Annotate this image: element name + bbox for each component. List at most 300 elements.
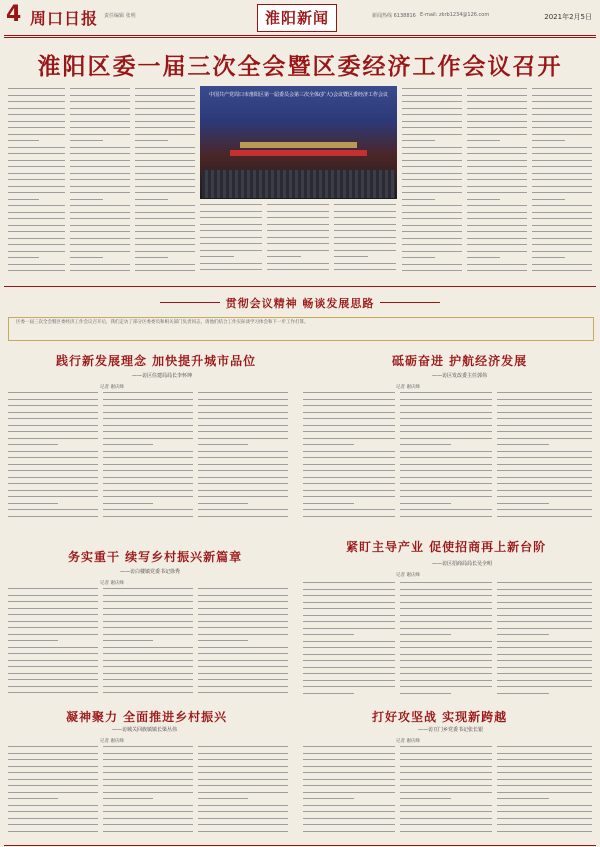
article-6-title: 打好攻坚战 实现新跨越 [372, 710, 508, 724]
text-line [103, 601, 193, 602]
text-line [8, 108, 65, 109]
text-line [497, 589, 592, 590]
text-line [103, 503, 153, 504]
text-line [103, 392, 193, 393]
text-line [467, 160, 527, 161]
text-line [198, 679, 288, 680]
text-line [400, 451, 492, 452]
text-line [8, 186, 65, 187]
text-line [8, 798, 58, 799]
text-line [497, 818, 592, 819]
text-line [532, 88, 592, 89]
text-line [267, 217, 329, 218]
text-line [497, 673, 592, 674]
text-line [467, 179, 527, 180]
text-line [8, 673, 98, 674]
text-line [70, 251, 130, 252]
text-line [103, 444, 153, 445]
text-line [135, 218, 195, 219]
text-line [400, 667, 492, 668]
text-line [402, 166, 462, 167]
article-4-col-1 [303, 582, 395, 700]
text-line [198, 666, 288, 667]
text-line [70, 127, 130, 128]
text-line [198, 601, 288, 602]
text-line [303, 634, 354, 635]
text-line [400, 431, 492, 432]
text-line [303, 464, 395, 465]
text-line [8, 818, 98, 819]
text-line [532, 238, 592, 239]
text-line [198, 588, 288, 589]
text-line [135, 199, 168, 200]
text-line [497, 766, 592, 767]
text-line [303, 686, 395, 687]
main-article-col-7 [402, 88, 462, 278]
text-line [198, 509, 288, 510]
text-line [402, 153, 462, 154]
photo-audience [202, 170, 395, 198]
text-line [198, 831, 288, 832]
text-line [8, 785, 98, 786]
text-line [8, 444, 58, 445]
text-line [8, 509, 98, 510]
text-line [532, 186, 592, 187]
text-line [303, 509, 395, 510]
article-5-title: 凝神聚力 全面推进乡村振兴 [66, 710, 228, 724]
text-line [402, 238, 462, 239]
text-line [303, 818, 395, 819]
text-line [467, 101, 527, 102]
text-line [532, 153, 592, 154]
text-line [303, 831, 395, 832]
article-5-col-2 [103, 746, 193, 842]
article-6-col-2 [400, 746, 492, 842]
text-line [467, 108, 527, 109]
text-line [70, 121, 130, 122]
text-line [70, 114, 130, 115]
text-line [8, 759, 98, 760]
photo-banner-text: 中国共产党周口市淮阳区第一届委员会第三次全体(扩大)会议暨区委经济工作会议 [209, 92, 388, 98]
text-line [402, 225, 462, 226]
text-line [70, 186, 130, 187]
text-line [198, 640, 248, 641]
text-line [198, 621, 288, 622]
text-line [497, 615, 592, 616]
text-line [400, 779, 492, 780]
text-line [497, 496, 592, 497]
text-line [135, 238, 195, 239]
text-line [8, 627, 98, 628]
article-2-title: 砥砺奋进 护航经济发展 [392, 354, 528, 368]
text-line [303, 805, 395, 806]
text-line [400, 647, 492, 648]
text-line [497, 824, 592, 825]
text-line [402, 218, 462, 219]
article-2-col-3 [497, 392, 592, 527]
text-line [400, 759, 492, 760]
text-line [303, 405, 395, 406]
text-line [467, 166, 527, 167]
text-line [135, 264, 195, 265]
text-line [8, 477, 98, 478]
text-line [70, 231, 130, 232]
text-line [70, 134, 130, 135]
text-line [334, 250, 396, 251]
text-line [497, 582, 592, 583]
text-line [103, 692, 193, 693]
text-line [400, 457, 492, 458]
text-line [497, 431, 592, 432]
section-title: 淮阳新闻 [257, 4, 337, 32]
newspaper-name: 周口日报 [30, 9, 99, 28]
article-4-title: 紧盯主导产业 促使招商再上新台阶 [346, 540, 547, 554]
text-line [467, 140, 500, 141]
text-line [532, 225, 592, 226]
text-line [467, 205, 527, 206]
text-line [497, 464, 592, 465]
text-line [497, 621, 592, 622]
text-line [303, 418, 395, 419]
article-5-subtitle: ——访城关回族镇镇长梁丛伟 [112, 727, 178, 733]
text-line [303, 746, 395, 747]
text-line [8, 134, 65, 135]
text-line [70, 160, 130, 161]
text-line [8, 653, 98, 654]
text-line [70, 166, 130, 167]
text-line [103, 686, 193, 687]
text-line [8, 192, 65, 193]
text-line [497, 602, 592, 603]
article-1-byline: 记者 谢庆峰 [100, 385, 124, 390]
text-line [303, 470, 395, 471]
text-line [532, 270, 592, 271]
text-line [103, 627, 193, 628]
text-line [334, 263, 396, 264]
text-line [200, 256, 234, 257]
text-line [334, 204, 396, 205]
text-line [402, 95, 462, 96]
text-line [400, 589, 492, 590]
text-line [497, 634, 549, 635]
main-article-col-6 [334, 204, 396, 278]
theme-title: 贯彻会议精神 畅谈发展思路 [225, 297, 375, 310]
text-line [400, 831, 492, 832]
text-line [400, 660, 492, 661]
main-headline: 淮阳区委一届三次全会暨区委经济工作会议召开 [37, 53, 563, 80]
text-line [70, 101, 130, 102]
text-line [70, 153, 130, 154]
text-line [8, 127, 65, 128]
text-line [334, 269, 396, 270]
text-line [400, 582, 492, 583]
text-line [334, 217, 396, 218]
text-line [8, 270, 65, 271]
text-line [103, 464, 193, 465]
text-line [334, 256, 368, 257]
text-line [303, 496, 395, 497]
text-line [303, 759, 395, 760]
text-line [400, 470, 492, 471]
photo-stage [230, 150, 367, 156]
text-line [8, 88, 65, 89]
article-1-subtitle: ——访区住建局局长李怀坤 [132, 373, 193, 379]
text-line [400, 628, 492, 629]
text-line [303, 693, 354, 694]
text-line [8, 805, 98, 806]
text-line [103, 792, 193, 793]
text-line [303, 483, 395, 484]
text-line [402, 212, 462, 213]
article-3-col-2 [103, 588, 193, 700]
text-line [8, 753, 98, 754]
text-line [532, 160, 592, 161]
text-line [267, 263, 329, 264]
text-line [135, 244, 195, 245]
text-line [303, 602, 395, 603]
text-line [402, 179, 462, 180]
text-line [8, 199, 39, 200]
article-5-byline: 记者 谢庆峰 [100, 739, 124, 744]
text-line [497, 693, 549, 694]
text-line [497, 811, 592, 812]
text-line [198, 595, 288, 596]
text-line [8, 457, 98, 458]
text-line [198, 425, 288, 426]
text-line [103, 425, 193, 426]
text-line [103, 634, 193, 635]
text-line [497, 798, 549, 799]
text-line [135, 127, 195, 128]
hotline-info: 新闻热线 6138816 [372, 13, 416, 19]
text-line [198, 798, 248, 799]
text-line [8, 225, 65, 226]
text-line [8, 257, 39, 258]
text-line [198, 660, 288, 661]
text-line [8, 824, 98, 825]
text-line [497, 608, 592, 609]
text-line [497, 412, 592, 413]
text-line [467, 121, 527, 122]
text-line [8, 153, 65, 154]
text-line [467, 88, 527, 89]
text-line [70, 218, 130, 219]
text-line [400, 766, 492, 767]
text-line [103, 496, 193, 497]
text-line [467, 218, 527, 219]
text-line [303, 766, 395, 767]
text-line [402, 147, 462, 148]
text-line [303, 412, 395, 413]
text-line [467, 238, 527, 239]
text-line [103, 451, 193, 452]
text-line [198, 792, 288, 793]
text-line [8, 779, 98, 780]
text-line [467, 257, 500, 258]
text-line [103, 772, 193, 773]
text-line [8, 811, 98, 812]
text-line [198, 785, 288, 786]
article-6-byline: 记者 谢庆峰 [396, 739, 420, 744]
text-line [532, 199, 565, 200]
text-line [400, 824, 492, 825]
text-line [402, 244, 462, 245]
text-line [532, 127, 592, 128]
text-line [303, 595, 395, 596]
text-line [8, 251, 65, 252]
text-line [303, 399, 395, 400]
text-line [303, 589, 395, 590]
text-line [8, 205, 65, 206]
text-line [135, 231, 195, 232]
text-line [497, 831, 592, 832]
text-line [198, 399, 288, 400]
text-line [400, 792, 492, 793]
text-line [467, 153, 527, 154]
text-line [8, 431, 98, 432]
text-line [198, 614, 288, 615]
text-line [8, 464, 98, 465]
text-line [400, 477, 492, 478]
text-line [103, 831, 193, 832]
article-3-title: 务实重干 续写乡村振兴新篇章 [68, 550, 243, 564]
text-line [400, 615, 492, 616]
text-line [8, 588, 98, 589]
text-line [135, 270, 195, 271]
text-line [400, 673, 492, 674]
main-article-col-3 [135, 88, 195, 278]
text-line [103, 759, 193, 760]
text-line [402, 101, 462, 102]
text-line [200, 243, 262, 244]
text-line [8, 772, 98, 773]
text-line [334, 211, 396, 212]
text-line [103, 412, 193, 413]
text-line [198, 811, 288, 812]
article-4-col-2 [400, 582, 492, 700]
text-line [267, 224, 329, 225]
text-line [303, 753, 395, 754]
text-line [497, 792, 592, 793]
text-line [497, 399, 592, 400]
text-line [400, 464, 492, 465]
text-line [303, 779, 395, 780]
text-line [532, 257, 565, 258]
text-line [103, 621, 193, 622]
text-line [103, 673, 193, 674]
text-line [8, 490, 98, 491]
text-line [8, 147, 65, 148]
text-line [103, 824, 193, 825]
text-line [198, 457, 288, 458]
article-4-col-3 [497, 582, 592, 700]
text-line [8, 766, 98, 767]
text-line [103, 785, 193, 786]
text-line [8, 425, 98, 426]
text-line [70, 270, 130, 271]
text-line [497, 647, 592, 648]
text-line [135, 225, 195, 226]
text-line [303, 503, 354, 504]
text-line [103, 457, 193, 458]
text-line [467, 173, 527, 174]
text-line [198, 805, 288, 806]
text-line [467, 244, 527, 245]
text-line [8, 114, 65, 115]
article-5-col-3 [198, 746, 288, 842]
text-line [400, 405, 492, 406]
text-line [135, 160, 195, 161]
text-line [334, 224, 396, 225]
text-line [8, 679, 98, 680]
text-line [532, 179, 592, 180]
text-line [532, 147, 592, 148]
text-line [135, 134, 195, 135]
text-line [303, 673, 395, 674]
text-line [402, 192, 462, 193]
text-line [532, 244, 592, 245]
text-line [497, 753, 592, 754]
text-line [103, 490, 193, 491]
text-line [8, 451, 98, 452]
text-line [400, 693, 451, 694]
text-line [532, 95, 592, 96]
text-line [103, 470, 193, 471]
text-line [402, 140, 435, 141]
text-line [70, 257, 103, 258]
text-line [198, 608, 288, 609]
text-line [402, 186, 462, 187]
text-line [198, 634, 288, 635]
text-line [267, 256, 301, 257]
text-line [532, 114, 592, 115]
text-line [200, 263, 262, 264]
text-line [303, 615, 395, 616]
text-line [200, 217, 262, 218]
text-line [267, 204, 329, 205]
text-line [135, 251, 195, 252]
intro-text: 区委一届三次全会暨区委经济工作会议召开后，我们走访了部分区委委员和相关部门负责同志，请他们结合工作实际谈学习体会和下一步工作打算。 [16, 320, 309, 325]
text-line [8, 238, 65, 239]
text-line [70, 140, 103, 141]
text-line [400, 602, 492, 603]
text-line [70, 95, 130, 96]
text-line [198, 746, 288, 747]
text-line [70, 225, 130, 226]
text-line [303, 811, 395, 812]
article-2-col-1 [303, 392, 395, 527]
text-line [103, 483, 193, 484]
text-line [497, 483, 592, 484]
article-2-byline: 记者 谢庆峰 [396, 385, 420, 390]
text-line [303, 582, 395, 583]
text-line [8, 405, 98, 406]
text-line [532, 140, 565, 141]
text-line [400, 516, 492, 517]
text-line [532, 121, 592, 122]
text-line [402, 205, 462, 206]
text-line [402, 127, 462, 128]
text-line [497, 438, 592, 439]
text-line [303, 792, 395, 793]
issue-date: 2021年2月5日 [544, 13, 592, 21]
text-line [497, 660, 592, 661]
text-line [103, 477, 193, 478]
article-6-subtitle: ——访豆门乡党委书记张长银 [418, 727, 484, 733]
text-line [103, 811, 193, 812]
text-line [135, 257, 168, 258]
text-line [198, 438, 288, 439]
